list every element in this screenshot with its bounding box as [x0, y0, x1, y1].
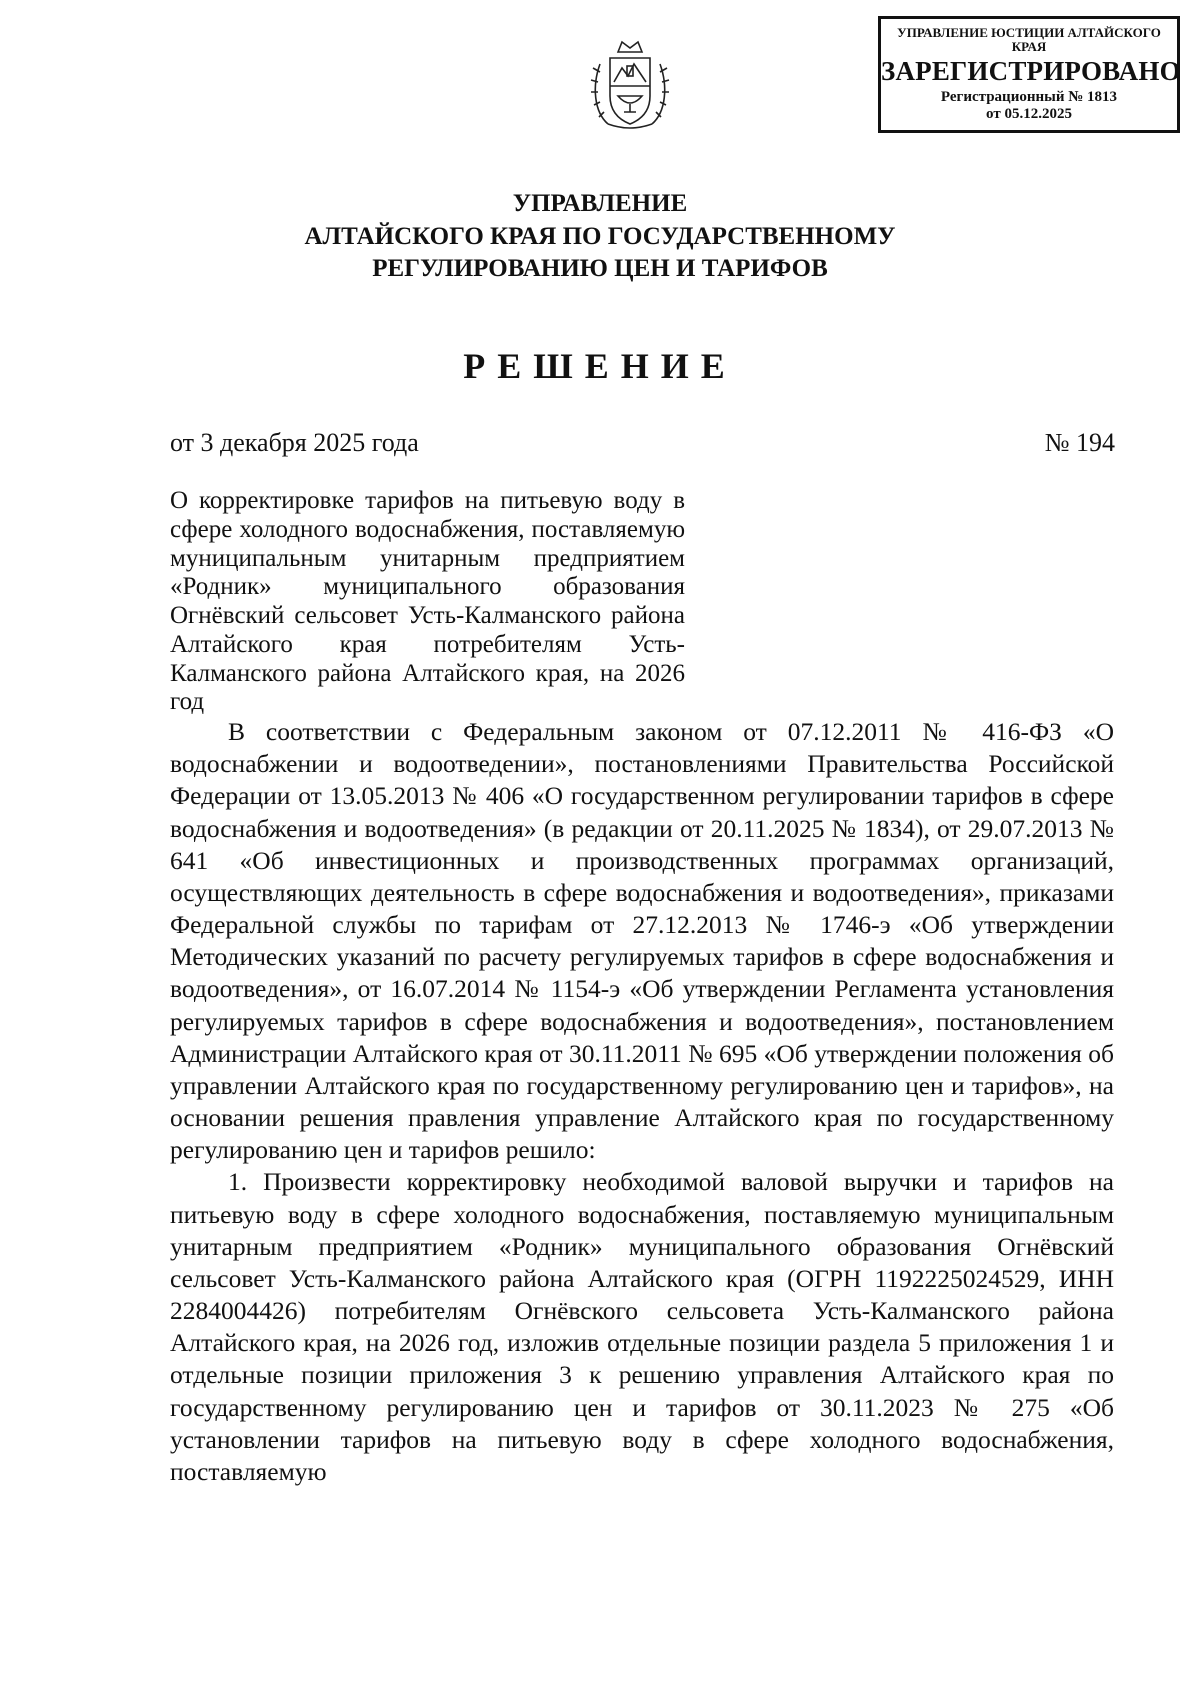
- stamp-status: ЗАРЕГИСТРИРОВАНО: [881, 56, 1181, 87]
- document-date: от 3 декабря 2025 года: [170, 428, 419, 457]
- body-paragraph: 1. Произвести корректировку необходимой валовой выручки и тарифов на питьевую воду в сфере холодного водоснабжения, поставляемую муниципальным унитарным предприятием «Родник» муниципального образования Огнёвский сельсовет Усть-Калманского района Алтайского края (ОГРН 1192225024529, ИНН 2284004426) потребителям Огнёвского сельсовета Усть-Калманского района Алтайского края, на 2026 год, изложив отдельные позиции раздела 5 приложения 1 и отдельные позиции приложения 3 к решению управления Алтайского края по государственному регулированию цен и тарифов от 30.11.2023 № 275 «Об установлении тарифов на питьевую воду в сфере холодного водоснабжения, поставляемую: [170, 1167, 1114, 1486]
- document-subject: О корректировке тарифов на питьевую воду в сфере холодного водоснабжения, поставляемую муниципальным унитарным предприятием «Родник» муниципального образования Огнёвский сельсовет Усть-Калманского района Алтайского края потребителям Усть-Калманского района Алтайского края, на 2026 год: [170, 487, 685, 716]
- header-line-3: РЕГУЛИРОВАНИЮ ЦЕН И ТАРИФОВ: [372, 255, 828, 282]
- body-paragraph: В соответствии с Федеральным законом от 07.12.2011 № 416-ФЗ «О водоснабжении и водоотведении», постановлениями Правительства Российской Федерации от 13.05.2013 № 406 «О государственном регулировании тарифов в сфере водоснабжения и водоотведения» (в редакции от 20.11.2025 № 1834), от 29.07.2013 № 641 «Об инвестиционных и производственных программах организаций, осуществляющих деятельность в сфере водоснабжения и водоотведения», приказами Федеральной службы по тарифам от 27.12.2013 № 1746-э «Об утверждении Методических указаний по расчету регулируемых тарифов в сфере водоснабжения и водоотведения», от 16.07.2014 № 1154-э «Об утверждении Регламента установления регулируемых тарифов в сфере водоснабжения и водоотведения», постановлением Администрации Алтайского края от 30.11.2011 № 695 «Об утверждении положения об управлении Алтайского края по государственному регулированию цен и тарифов», на основании решения правления управление Алтайского края по государственному регулированию цен и тарифов решило:: [170, 717, 1114, 1165]
- document-number: № 194: [1044, 428, 1115, 457]
- stamp-registration-number: Регистрационный № 1813: [940, 88, 1118, 105]
- stamp-organization: УПРАВЛЕНИЕ ЮСТИЦИИ АЛТАЙСКОГО КРАЯ: [897, 25, 1161, 54]
- document-type-title: РЕШЕНИЕ: [463, 346, 737, 386]
- organization-header: [200, 188, 1000, 286]
- coat-of-arms-icon: [588, 36, 672, 136]
- header-line-2: АЛТАЙСКОГО КРАЯ ПО ГОСУДАРСТВЕННОМУ: [304, 222, 896, 250]
- document-body: [170, 716, 1114, 1488]
- stamp-date: от 05.12.2025: [986, 106, 1072, 123]
- header-line-1: УПРАВЛЕНИЕ: [512, 190, 688, 217]
- registration-stamp: [878, 16, 1180, 133]
